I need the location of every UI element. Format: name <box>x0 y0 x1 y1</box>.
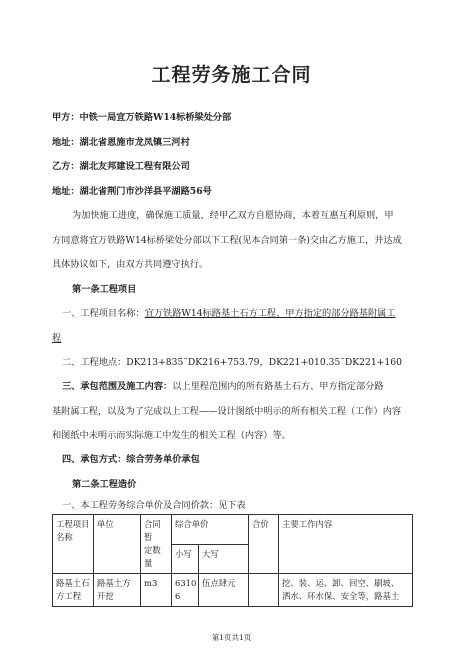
header-lowercase: 小写 <box>172 544 199 574</box>
header-unit-price: 综合单价 <box>172 515 249 545</box>
cell-uppercase-price: 伍点肆元 <box>199 574 249 607</box>
party-b: 乙方：湖北友邦建设工程有限公司 <box>52 161 190 172</box>
page-footer: 第1页共1页 <box>211 633 252 642</box>
item3-line-2: 基附属工程，以及为了完成以上工程——设计图纸中明示的所有相关工程（工作）内容 <box>52 406 402 417</box>
intro-line-1: 为加快施工进度，确保施工质量，经甲乙双方自愿协商，本着互惠互利原则，甲 <box>72 210 394 221</box>
header-uppercase: 大写 <box>199 544 249 574</box>
cell-total <box>249 574 279 607</box>
item1-project-name: 宜万铁路W14标路基土石方工程、甲方指定的部分路基附属工 <box>144 308 396 319</box>
table-row <box>53 574 413 607</box>
header-quantity: 合同暂 定数量 <box>141 515 172 574</box>
table-header-row <box>53 515 413 545</box>
cell-quantity: 6310 6 <box>172 574 199 607</box>
intro-line-3: 具体协议如下，由双方共同遵守执行。 <box>52 259 209 270</box>
price-table <box>52 514 413 607</box>
item3-label: 三、承包范围及施工内容： <box>62 381 173 392</box>
party-a: 甲方：中铁一局宜万铁路W14标桥梁处分部 <box>52 112 232 123</box>
document-title: 工程劳务施工合同 <box>151 64 312 86</box>
item2-location: 二、工程地点：DK213+835˜DK216+753.79，DK221+010.35˜DK221+160 <box>62 357 402 368</box>
cell-sub-item: 路基土方 开挖 <box>94 574 141 607</box>
article2-item1: 一、本工程劳务综合单价及合同价款：见下表 <box>62 500 246 511</box>
item1-line <box>62 308 396 320</box>
cell-work-content: 挖、装、运、卸、回空、刷坡、 洒水、环水保、安全等，路基土 <box>279 574 413 607</box>
header-unit: 单位 <box>94 515 141 574</box>
item3-line-3: 和图纸中未明示而实际施工中发生的相关工程（内容）等。 <box>52 430 291 441</box>
header-work-content: 主要工作内容 <box>279 515 413 574</box>
intro-line-2: 方同意将宜万铁路W14标桥梁处分部以下工程(见本合同第一条)交由乙方施工，并达成 <box>52 235 402 246</box>
article1-heading: 第一条工程项目 <box>72 284 137 295</box>
header-total: 合价 <box>249 515 279 574</box>
address-b: 地址：湖北省荆门市沙洋县平湖路56号 <box>52 186 212 197</box>
cell-project-name: 路基土石 方工程 <box>53 574 94 607</box>
item1-prefix: 一、工程项目名称： <box>62 308 145 319</box>
item4-contract-type: 四、承包方式：综合劳务单价承包 <box>62 454 200 465</box>
address-a: 地址：湖北省恩施市龙凤镇三河村 <box>52 137 190 148</box>
cell-unit: m3 <box>141 574 172 607</box>
item3-text-1: 以上里程范围内的所有路基土石方、甲方指定部分路 <box>172 381 384 392</box>
article2-heading: 第二条工程造价 <box>72 479 137 490</box>
header-project-name: 工程项目 名称 <box>53 515 94 574</box>
item3-line-1 <box>62 381 384 393</box>
item1-project-name-cont: 程 <box>52 333 62 344</box>
